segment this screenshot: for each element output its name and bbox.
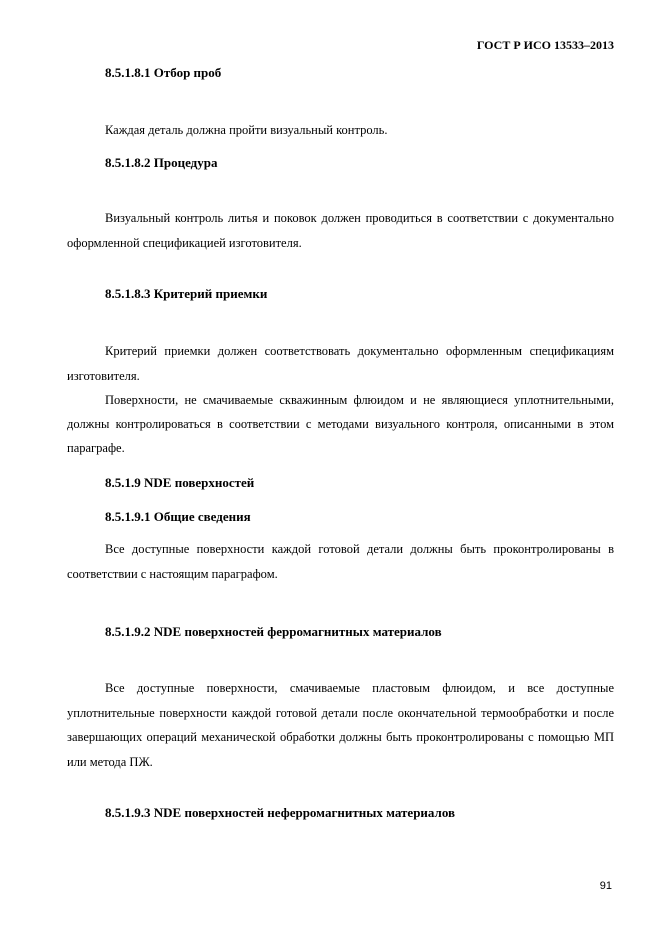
paragraph-non-wetted-surfaces: Поверхности, не смачиваемые скважинным флюидом и не являющиеся уплотнительными, должны контролироваться в соответствии с методами визуального контроля, описанными в этом параграфе. (67, 393, 614, 455)
paragraph-visual-inspection: Каждая деталь должна пройти визуальный контроль. (105, 123, 388, 137)
section-heading-8-5-1-8-2: 8.5.1.8.2 Процедура (105, 155, 218, 170)
paragraph-procedure: Визуальный контроль литья и поковок должен проводиться в соответствии с документально оформленной спецификацией изготовителя. (67, 211, 614, 250)
section-heading-8-5-1-9: 8.5.1.9 NDE поверхностей (105, 475, 255, 490)
section-heading-8-5-1-9-1: 8.5.1.9.1 Общие сведения (105, 509, 251, 524)
paragraph-acceptance-criteria: Критерий приемки должен соответствовать документально оформленным спецификациям изготовителя. (67, 344, 614, 383)
paragraph-ferromagnetic-surfaces: Все доступные поверхности, смачиваемые пластовым флюидом, и все доступные уплотнительные поверхности каждой готовой детали после окончательной термообработки и после завершающих операций механической обработки должны быть проконтролированы с помощью МП или метода ПЖ. (67, 681, 614, 769)
page-number: 91 (599, 880, 612, 892)
section-heading-8-5-1-8-3: 8.5.1.8.3 Критерий приемки (105, 286, 268, 301)
document-code: ГОСТ Р ИСО 13533–2013 (476, 38, 614, 52)
paragraph-general-information: Все доступные поверхности каждой готовой детали должны быть проконтролированы в соответствии с настоящим параграфом. (67, 542, 614, 581)
section-heading-8-5-1-9-3: 8.5.1.9.3 NDE поверхностей неферромагнитных материалов (105, 805, 456, 820)
section-heading-8-5-1-9-2: 8.5.1.9.2 NDE поверхностей ферромагнитных материалов (105, 624, 442, 639)
section-heading-8-5-1-8-1: 8.5.1.8.1 Отбор проб (105, 65, 222, 80)
